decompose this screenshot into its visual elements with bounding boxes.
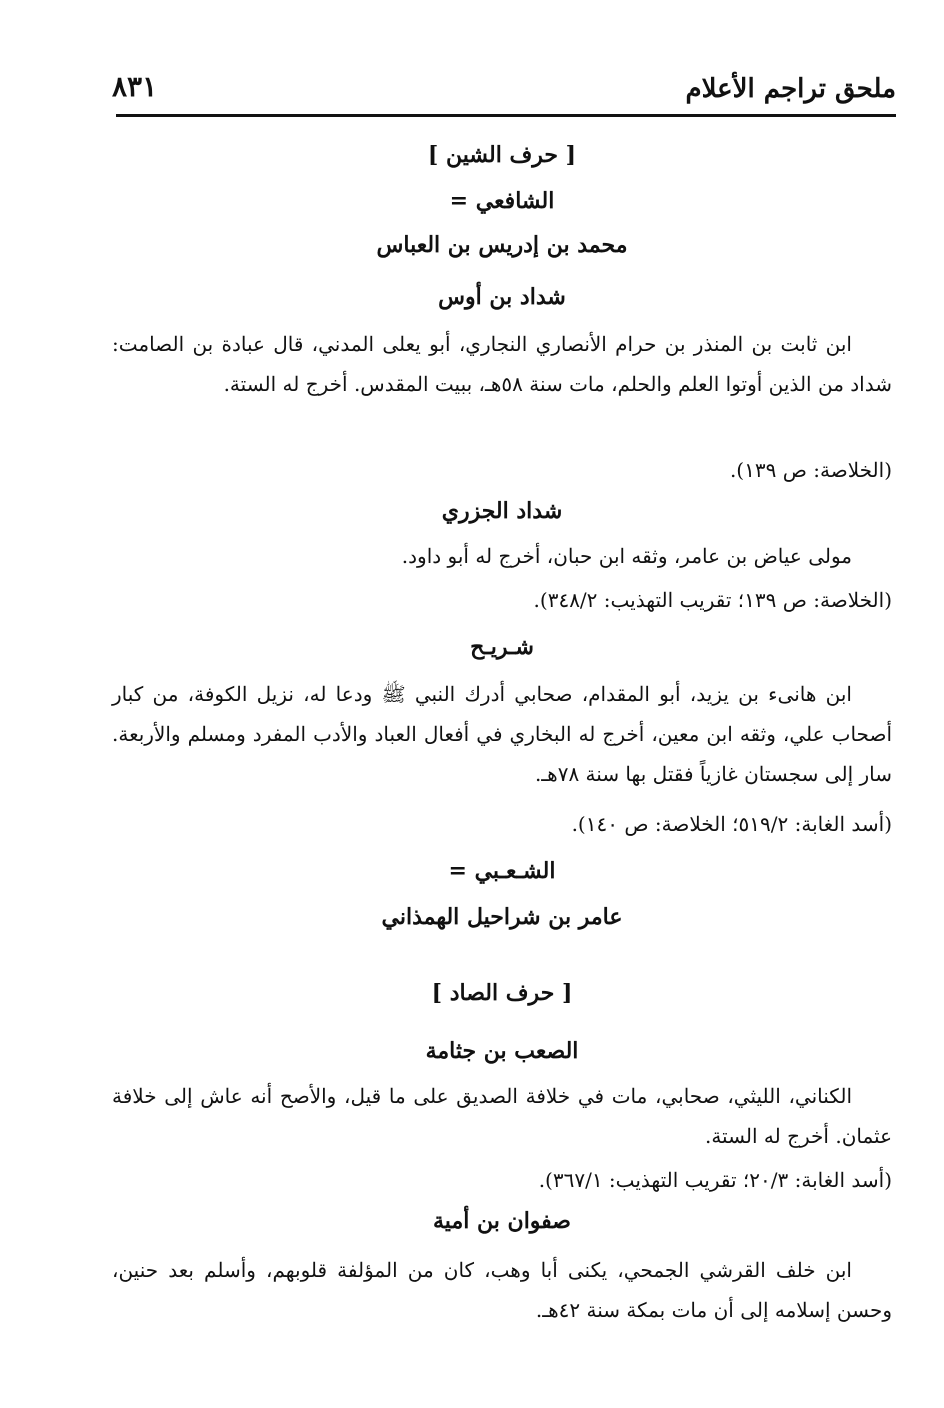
entry-name-shurayh: شـريـح — [470, 634, 534, 660]
entry-crossref-shafii: الشافعي = — [449, 188, 555, 214]
entry-source-shurayh: (أسد الغابة: ٥١٩/٢؛ الخلاصة: ص ١٤٠). — [571, 812, 892, 836]
entry-source-shaddad-ibn-aws: (الخلاصة: ص ١٣٩). — [729, 458, 892, 482]
entry-name-shaddad-aljazari: شداد الجزري — [441, 498, 563, 524]
page-number: ٨٣١ — [112, 70, 158, 103]
header-rule — [116, 114, 896, 117]
entry-crossref-shabi-target: عامر بن شراحيل الهمذاني — [381, 904, 623, 930]
running-header — [112, 68, 896, 108]
entry-source-saab: (أسد الغابة: ٢٠/٣؛ تقريب التهذيب: ٣٦٧/١). — [538, 1168, 892, 1192]
entry-crossref-shabi: الشـعـبي = — [448, 858, 556, 884]
entry-name-shaddad-ibn-aws: شداد بن أوس — [438, 284, 566, 310]
entry-source-shaddad-aljazari: (الخلاصة: ص ١٣٩؛ تقريب التهذيب: ٣٤٨/٢). — [533, 588, 892, 612]
entry-body-shaddad-aljazari: مولى عياض بن عامر، وثقه ابن حبان، أخرج له أبو داود. — [401, 544, 852, 568]
section-heading-shin: [ حرف الشين ] — [427, 142, 577, 168]
entry-name-saab: الصعب بن جثامة — [425, 1038, 579, 1064]
entry-body-shurayh: ابن هانىء بن يزيد، أبو المقدام، صحابي أدرك النبي ﷺ ودعا له، نزيل الكوفة، من كبار أصحاب علي، وثقه ابن معين، أخرج له البخاري في أفعال العباد والأدب المفرد ومسلم والأربعة. سار إلى سجستان غازياً فقتل بها سنة ٧٨هـ. — [112, 682, 892, 786]
entry-body-safwan: ابن خلف القرشي الجمحي، يكنى أبا وهب، كان من المؤلفة قلوبهم، وأسلم بعد حنين، وحسن إسلامه إلى أن مات بمكة سنة ٤٢هـ. — [112, 1258, 892, 1322]
entry-crossref-shafii-target: محمد بن إدريس بن العباس — [376, 232, 628, 258]
entry-body-shaddad-ibn-aws: ابن ثابت بن المنذر بن حرام الأنصاري النجاري، أبو يعلى المدني، قال عبادة بن الصامت: شداد من الذين أوتوا العلم والحلم، مات سنة ٥٨هـ، ببيت المقدس. أخرج له الستة. — [112, 332, 892, 396]
entry-name-safwan: صفوان بن أمية — [433, 1208, 571, 1234]
section-heading-sad: [ حرف الصاد ] — [431, 980, 573, 1006]
running-title: ملحق تراجم الأعلام — [685, 74, 896, 104]
entry-body-saab: الكناني، الليثي، صحابي، مات في خلافة الصديق على ما قيل، والأصح أنه عاش إلى خلافة عثمان. أخرج له الستة. — [112, 1084, 892, 1148]
